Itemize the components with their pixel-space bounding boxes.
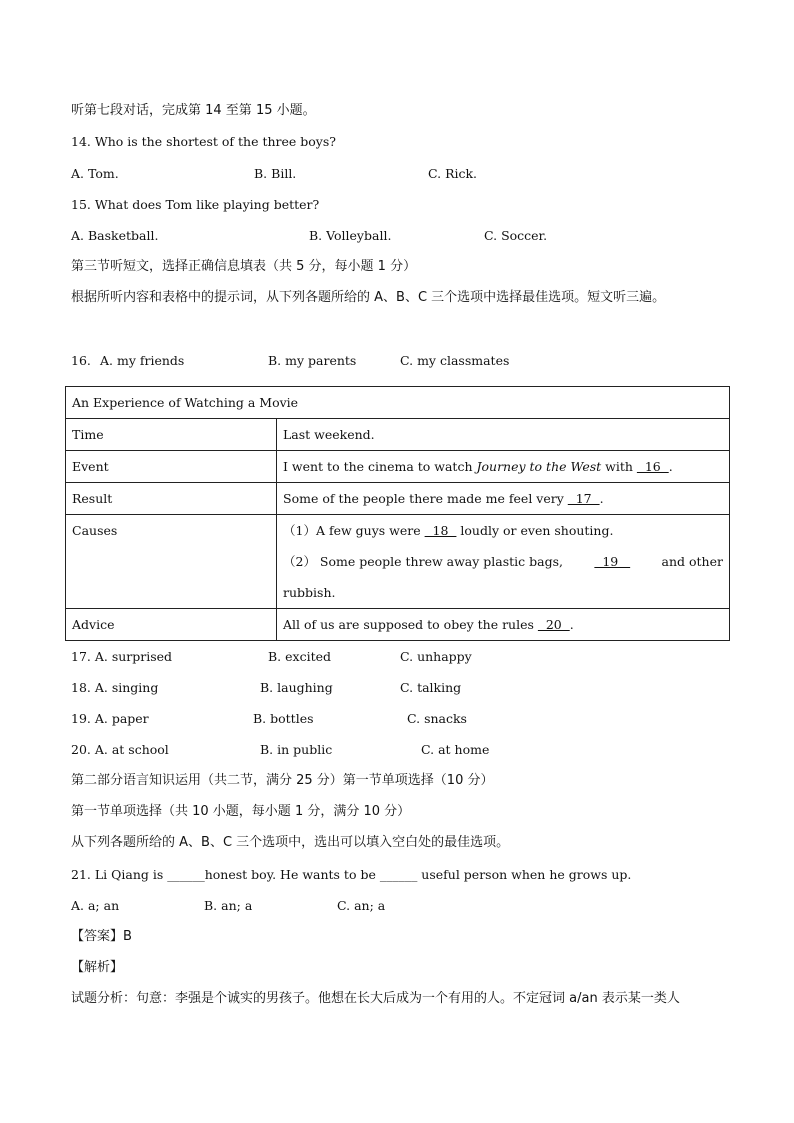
answer-label: 【答案】: [71, 929, 124, 944]
event-end: .: [668, 459, 673, 474]
analysis-label: 【解析】: [71, 960, 124, 975]
event-value: [277, 451, 730, 483]
cause-2-text: （2） Some people threw away plastic bags,: [283, 554, 563, 569]
q16-option-a: A. my friends: [100, 353, 185, 368]
section3-instructions: 根据所听内容和表格中的提示词，从下列各题所给的 A、B、C 三个选项中选择最佳选项。短文听三遍。: [71, 290, 666, 305]
advice-label: Advice: [66, 609, 277, 641]
q17-option-b: B. excited: [268, 649, 332, 664]
blank-20: 20: [537, 617, 570, 632]
movie-title: Journey to the West: [476, 459, 602, 474]
q16-option-b: B. my parents: [268, 353, 357, 368]
result-value: [277, 483, 730, 515]
result-end: .: [599, 491, 604, 506]
event-label: Event: [66, 451, 277, 483]
q20-option-c: C. at home: [421, 742, 490, 757]
table-row: [66, 451, 730, 483]
cause-1-end: loudly or even shouting.: [456, 523, 614, 538]
blank-16: 16: [636, 459, 669, 474]
answer-value: B: [123, 929, 132, 944]
experience-table: [65, 386, 730, 641]
q14-stem: 14. Who is the shortest of the three boys?: [71, 134, 336, 149]
advice-value: [277, 609, 730, 641]
part2-subtitle: 第一节单项选择（共 10 小题，每小题 1 分，满分 10 分）: [71, 804, 411, 819]
causes-label: Causes: [66, 515, 277, 609]
advice-text: All of us are supposed to obey the rules: [283, 617, 538, 632]
q19-option-a: 19. A. paper: [71, 711, 149, 726]
cause-2-end: and other: [661, 554, 723, 569]
result-text: Some of the people there made me feel very: [283, 491, 568, 506]
q15-option-b: B. Volleyball.: [309, 228, 392, 243]
result-label: Result: [66, 483, 277, 515]
q14-option-b: B. Bill.: [254, 166, 297, 181]
event-text: I went to the cinema to watch: [283, 459, 477, 474]
q21-option-c: C. an; a: [337, 898, 386, 913]
table-row: [66, 515, 730, 609]
q18-option-c: C. talking: [400, 680, 462, 695]
q14-option-a: A. Tom.: [71, 166, 119, 181]
q17-option-a: 17. A. surprised: [71, 649, 173, 664]
causes-value: [277, 515, 730, 609]
q15-option-c: C. Soccer.: [484, 228, 548, 243]
time-label: Time: [66, 419, 277, 451]
section3-title: 第三节听短文，选择正确信息填表（共 5 分，每小题 1 分）: [71, 259, 417, 274]
blank-19: 19: [594, 554, 631, 569]
cause-2: [283, 546, 723, 577]
q21-stem: 21. Li Qiang is ______honest boy. He wants to be ______ useful person when he grows up.: [71, 867, 632, 882]
q18-option-a: 18. A. singing: [71, 680, 159, 695]
q18-option-b: B. laughing: [260, 680, 333, 695]
cause-2-continued: rubbish.: [283, 585, 336, 600]
table-title: An Experience of Watching a Movie: [66, 387, 730, 419]
cause-1-text: （1）A few guys were: [283, 523, 425, 538]
q21-option-b: B. an; a: [204, 898, 253, 913]
analysis-text: 试题分析：句意：李强是个诚实的男孩子。他想在长大后成为一个有用的人。不定冠词 a/an 表示某一类人: [71, 991, 680, 1006]
q16-number: 16.: [71, 353, 91, 368]
table-title-row: [66, 387, 730, 419]
event-mid: with: [601, 459, 637, 474]
q17-option-c: C. unhappy: [400, 649, 472, 664]
table-row: [66, 609, 730, 641]
table-row: [66, 483, 730, 515]
part2-instructions: 从下列各题所给的 A、B、C 三个选项中，选出可以填入空白处的最佳选项。: [71, 835, 510, 850]
advice-end: .: [569, 617, 574, 632]
part2-title: 第二部分语言知识运用（共二节，满分 25 分）第一节单项选择（10 分）: [71, 773, 494, 788]
section7-intro: 听第七段对话，完成第 14 至第 15 小题。: [71, 103, 316, 118]
q15-option-a: A. Basketball.: [71, 228, 159, 243]
cause-1: [283, 515, 723, 546]
blank-18: 18: [424, 523, 457, 538]
q19-option-b: B. bottles: [253, 711, 314, 726]
blank-17: 17: [567, 491, 600, 506]
q19-option-c: C. snacks: [407, 711, 467, 726]
q14-option-c: C. Rick.: [428, 166, 478, 181]
q15-stem: 15. What does Tom like playing better?: [71, 197, 320, 212]
q16-option-c: C. my classmates: [400, 353, 510, 368]
table-row: [66, 419, 730, 451]
q20-option-a: 20. A. at school: [71, 742, 169, 757]
answer-line: [71, 929, 132, 945]
time-value: Last weekend.: [277, 419, 730, 451]
q21-option-a: A. a; an: [71, 898, 120, 913]
q20-option-b: B. in public: [260, 742, 333, 757]
